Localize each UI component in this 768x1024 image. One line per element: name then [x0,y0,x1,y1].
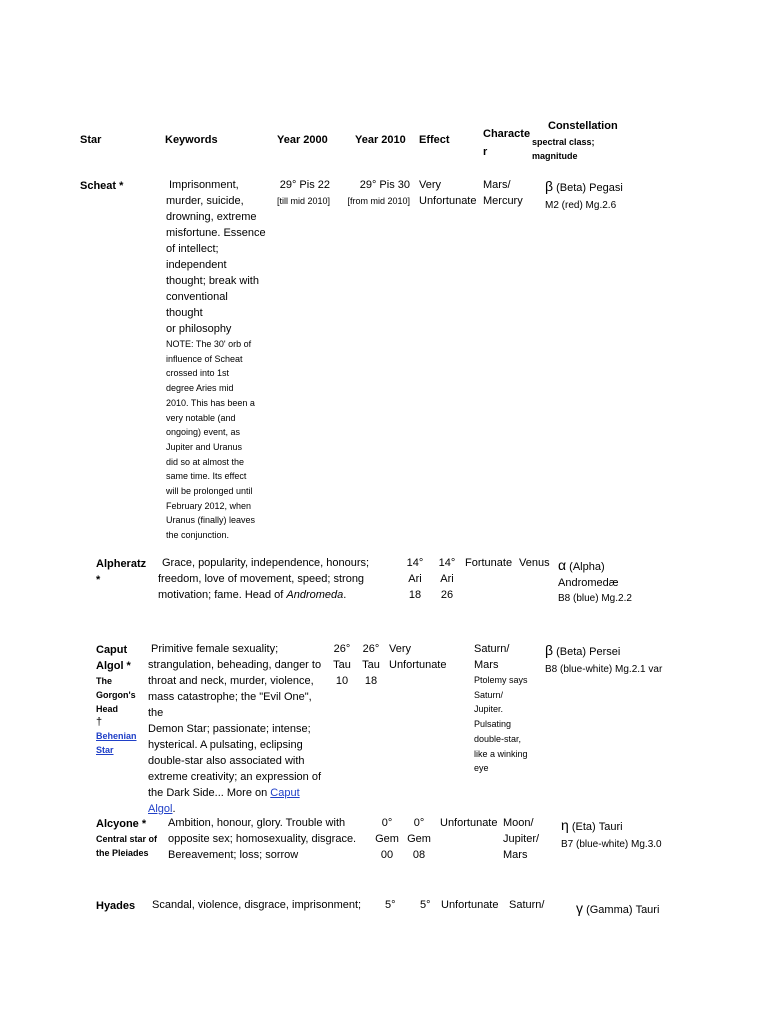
keyword-line: or philosophy [166,323,232,335]
constellation-hyades [576,900,659,918]
keyword-italic: Andromeda [286,589,344,601]
note-line: the conjunction. [166,530,230,541]
year-line: Tau [362,659,380,671]
keyword-line: drowning, extreme [166,211,257,223]
effect-caput-algol [389,641,446,673]
year-line: 14° [406,557,424,569]
year-line: 26° [362,643,380,655]
spectral-class: M2 (red) Mg.2.6 [545,200,617,211]
header-year-2010: Year 2010 [355,134,406,146]
constellation-name: (Beta) Pegasi [556,182,623,194]
keyword-line: freedom, love of movement, speed; strong [158,573,365,585]
character-note-line: double-star, [474,733,522,744]
header-constellation [532,120,618,163]
keyword-line: murder, suicide, [166,195,244,207]
keyword-line [158,587,388,603]
character-alcyone [503,815,539,863]
constellation-name: (Alpha) [569,561,605,573]
behenian-star-link[interactable]: Behenian [96,731,137,741]
star-name-hyades: Hyades [96,900,136,912]
year-note: [from mid 2010] [347,196,410,206]
star-subname-line: The [96,676,113,686]
constellation-caput-algol [545,642,662,678]
character-caput-algol [474,641,544,776]
greek-letter-beta: β [545,178,554,194]
dagger-mark: † [96,716,103,728]
spectral-class: B8 (blue-white) Mg.2.1 var [545,664,663,675]
character-line: Mars/ [483,179,511,191]
year-2000-alpheratz [399,555,431,603]
star-name-alpheratz [96,556,146,588]
note-line: February 2012, when [166,500,252,511]
effect-hyades: Unfortunate [441,899,499,911]
character-hyades: Saturn/ [509,899,545,911]
year-line: 14° [438,557,456,569]
header-constellation-title: Constellation [548,120,618,132]
note-line: same time. Its effect [166,471,247,482]
keyword-line: thought; break with [166,275,259,287]
year-2010-hyades: 5° [420,899,431,911]
header-year-2000: Year 2000 [277,134,328,146]
spectral-class: B8 (blue) Mg.2.2 [558,593,632,604]
year-2010-scheat [338,177,410,209]
constellation-name: Andromedæ [558,577,619,589]
header-character-line: Characte [483,128,531,140]
keyword-text: . [343,589,347,601]
note-line: influence of Scheat [166,353,243,364]
effect-line: Unfortunate [419,195,477,207]
keyword-line: throat and neck, murder, violence, [148,675,314,687]
star-subname-line: Central star of [96,834,158,844]
year-2000-alcyone [372,815,402,863]
star-name-line: Algol * [96,660,131,672]
year-2010-alpheratz [431,555,463,603]
keyword-line: Grace, popularity, independence, honours; [162,557,370,569]
keyword-line [148,785,328,817]
constellation-name: (Beta) Persei [556,646,621,658]
year-line: 00 [380,849,394,861]
character-alpheratz: Venus [519,557,550,569]
character-line: Moon/ [503,817,534,829]
keyword-line: hysterical. A pulsating, eclipsing [148,739,303,751]
year-line: 26 [440,589,454,601]
character-scheat [483,177,523,209]
greek-letter-alpha: α [558,557,567,573]
constellation-alcyone [561,817,662,853]
character-line: Mars [503,849,528,861]
keyword-line: independent [166,259,227,271]
effect-alpheratz: Fortunate [465,557,513,569]
keyword-line: Imprisonment, [169,179,239,191]
keyword-line: Bereavement; loss; sorrow [168,849,299,861]
keyword-line: conventional thought [166,291,228,319]
effect-line: Very [389,643,412,655]
header-constellation-sub: spectral class; [532,137,595,147]
character-note-line: Jupiter. [474,704,504,715]
header-character-line: r [483,146,488,158]
year-2010-caput-algol [357,641,385,689]
header-effect: Effect [419,134,450,146]
character-line: Mars [474,659,499,671]
keyword-line: mass catastrophe; the "Evil One", the [148,691,312,719]
keywords-caput-algol [148,641,328,817]
constellation-alpheratz [558,557,632,607]
spectral-class: B7 (blue-white) Mg.3.0 [561,839,662,850]
note-line: 2010. This has been a [166,397,255,408]
year-line: 10 [335,675,349,687]
year-line: Tau [333,659,351,671]
keywords-alcyone [168,815,368,863]
character-note-line: eye [474,763,489,774]
star-subname-line: the Pleiades [96,848,149,858]
effect-scheat [419,177,476,209]
character-line: Jupiter/ [503,833,540,845]
character-line: Mercury [483,195,523,207]
character-note-line: Pulsating [474,719,512,730]
effect-line: Unfortunate [389,659,447,671]
keyword-line: Ambition, honour, glory. Trouble with [168,817,346,829]
keyword-line: Primitive female sexuality; [151,643,279,655]
keyword-line: misfortune. Essence [166,227,266,239]
star-name-line: Alcyone * [96,818,147,830]
star-subname-line: Gorgon's [96,690,136,700]
greek-letter-beta: β [545,642,554,658]
year-line: 18 [408,589,422,601]
keywords-alpheratz [158,555,388,603]
year-line: Gem [407,833,431,845]
keyword-text: motivation; fame. Head of [158,589,287,601]
star-subname-line: Head [96,704,119,714]
year-line: Ari [408,573,422,585]
keyword-line: extreme creativity; an expression of [148,771,322,783]
year-line: 18 [364,675,378,687]
year-note: [till mid 2010] [276,196,330,206]
year-line: Ari [440,573,454,585]
year-line: Gem [375,833,399,845]
header-keywords: Keywords [165,134,218,146]
constellation-name: (Eta) Tauri [571,821,623,833]
year-line: 26° [333,643,351,655]
header-star: Star [80,134,102,146]
year-line: 0° [381,817,393,829]
keyword-line: double-star also associated with [148,755,305,767]
year-2000-scheat [270,177,330,209]
note-line: Uranus (finally) leaves [166,515,256,526]
keyword-line: strangulation, beheading, danger to [148,659,322,671]
constellation-name: (Gamma) Tauri [586,904,660,916]
year-2000-hyades: 5° [385,899,396,911]
header-character [483,125,530,161]
header-constellation-sub: magnitude [532,151,578,161]
keywords-hyades: Scandal, violence, disgrace, imprisonment; [152,899,362,911]
greek-letter-gamma: γ [576,900,583,916]
character-note-line: Saturn/ [474,689,504,700]
note-line: degree Aries mid [166,383,234,394]
year-value: 29° Pis 30 [359,179,410,191]
effect-line: Very [419,179,442,191]
year-2010-alcyone [404,815,434,863]
character-note-line: Ptolemy says [474,675,528,685]
note-line: will be prolonged until [166,486,253,497]
note-line: Jupiter and Uranus [166,441,243,452]
note-line: NOTE: The 30' orb of [166,339,252,349]
greek-letter-eta: η [561,817,569,833]
keyword-text: the Dark Side... More on [148,787,271,799]
year-2000-caput-algol [328,641,356,689]
note-line: very notable (and [166,412,236,423]
keywords-scheat [166,177,266,543]
year-line: 08 [412,849,426,861]
note-line: did so at almost the [166,456,245,467]
star-name-scheat: Scheat * [80,180,124,192]
star-name-alcyone [96,816,157,860]
star-name-caput-algol [96,642,137,757]
behenian-star-link[interactable]: Star [96,745,114,755]
keyword-line: of intellect; [166,243,219,255]
star-name-line: * [96,574,101,586]
keyword-line: Demon Star; passionate; intense; [148,723,311,735]
note-line: crossed into 1st [166,368,230,379]
year-value: 29° Pis 22 [279,179,330,191]
year-line: 0° [413,817,425,829]
effect-alcyone: Unfortunate [440,817,498,829]
note-line: ongoing) event, as [166,427,241,438]
constellation-scheat [545,178,623,214]
caput-algol-link[interactable]: Caput Algol [148,787,300,815]
character-line: Saturn/ [474,643,510,655]
star-name-line: Caput [96,644,128,656]
keyword-text: . [172,803,176,815]
keyword-line: opposite sex; homosexuality, disgrace. [168,833,357,845]
star-name-line: Alpheratz [96,558,147,570]
character-note-line: like a winking [474,748,528,759]
